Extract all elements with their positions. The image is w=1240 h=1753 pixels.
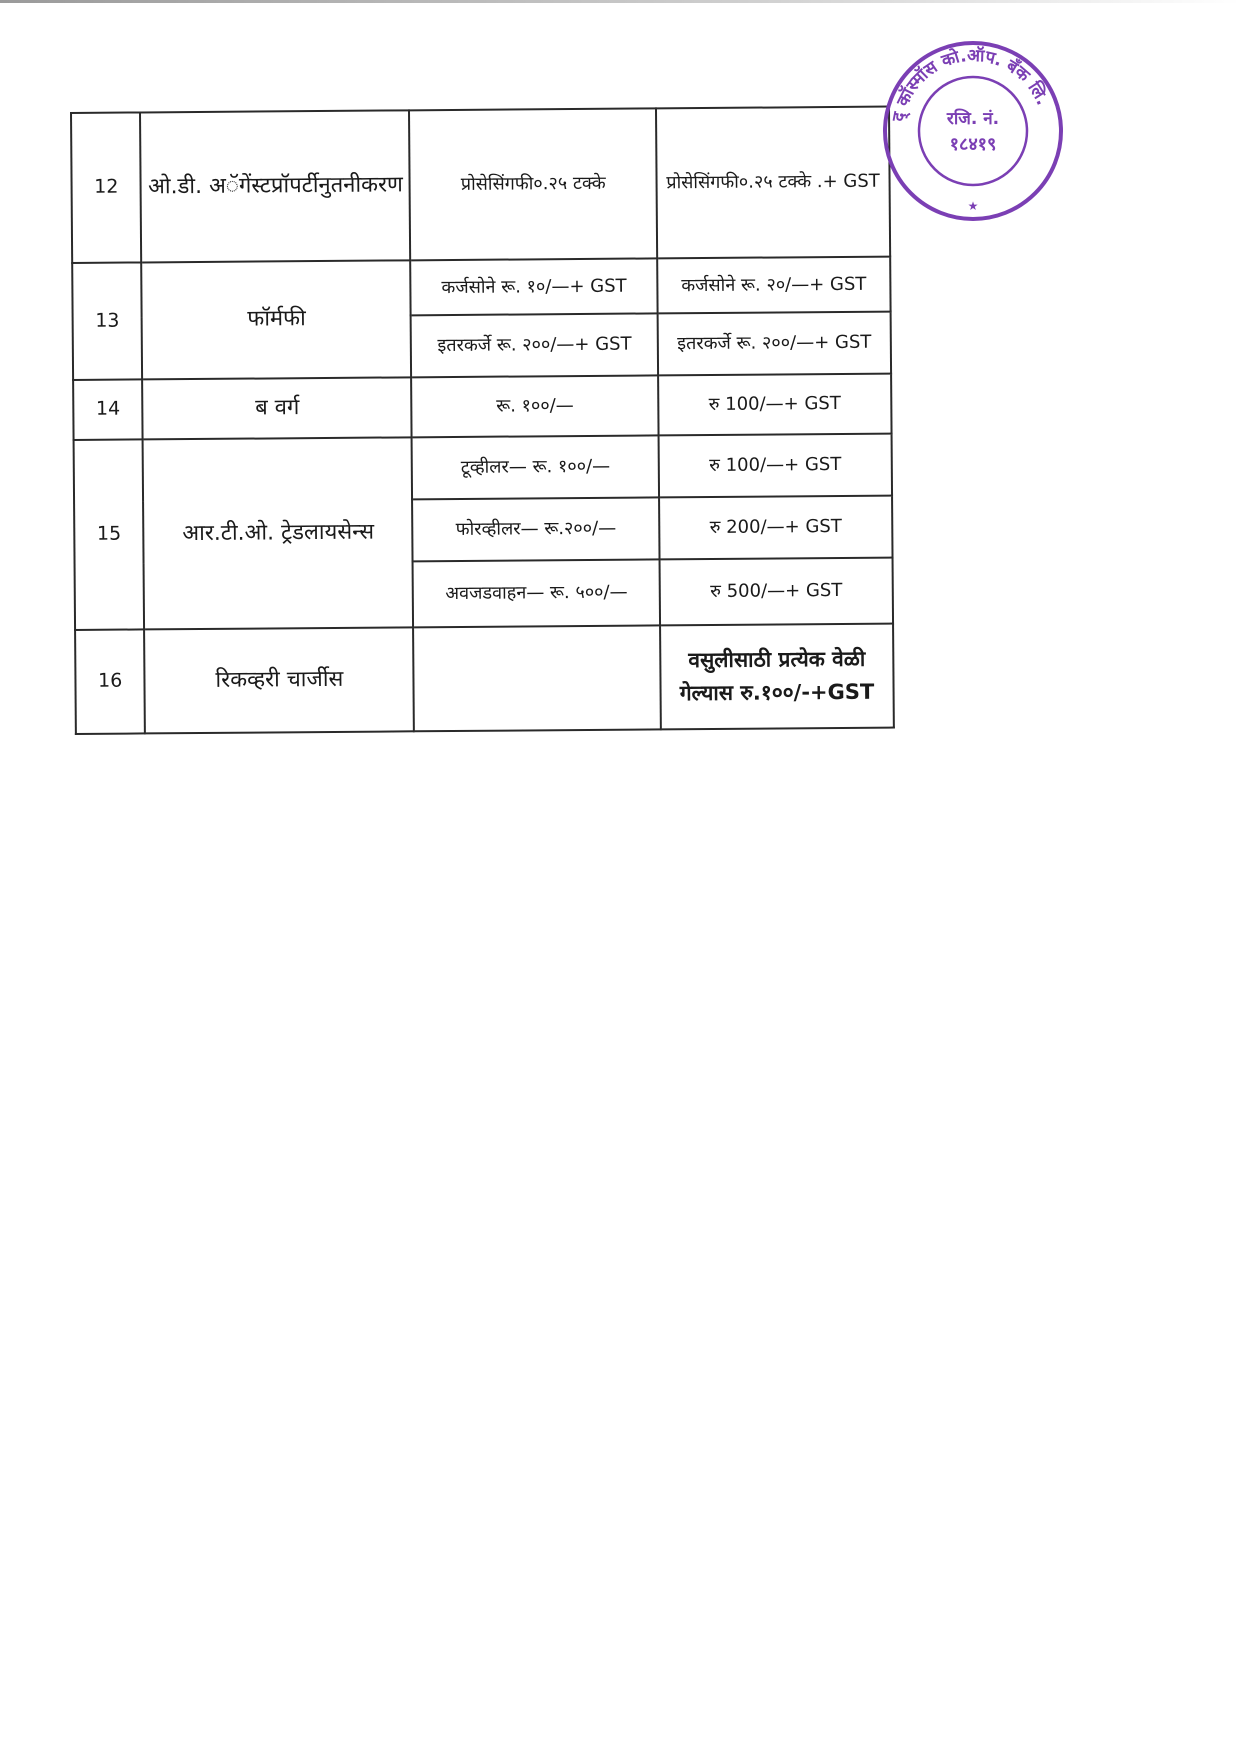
new-rate: रु 500/—+ GST bbox=[659, 558, 893, 626]
table-row bbox=[74, 434, 892, 502]
old-rate: टूव्हीलर— रू. १००/— bbox=[412, 435, 659, 499]
bank-seal-stamp bbox=[880, 38, 1066, 224]
charge-name: आर.टी.ओ. ट्रेडलायसेन्स bbox=[143, 437, 413, 629]
seal-graphic bbox=[880, 38, 1066, 224]
old-rate bbox=[413, 625, 660, 731]
charge-name: ओ.डी. अॅगेंस्टप्रॉपर्टीनुतनीकरण bbox=[140, 110, 410, 262]
seal-outer-ring bbox=[885, 43, 1061, 219]
old-rate: इतरकर्जे रू. २००/—+ GST bbox=[411, 313, 658, 377]
row-number: 16 bbox=[75, 629, 145, 734]
table-row bbox=[72, 257, 890, 318]
new-rate: रु 100/—+ GST bbox=[658, 434, 892, 498]
new-rate: रु 200/—+ GST bbox=[659, 496, 893, 560]
seal-arc-text: द्‌ कॉस्मॉस को.ऑप. बँक लि. bbox=[888, 45, 1053, 124]
old-rate: प्रोसेसिंगफी०.२५ टक्के bbox=[409, 108, 657, 260]
table-row bbox=[73, 374, 891, 440]
charge-name: ब वर्ग bbox=[143, 377, 412, 439]
old-rate: अवजडवाहन— रू. ५००/— bbox=[413, 559, 660, 627]
seal-reg-number: १८४१९ bbox=[949, 134, 997, 155]
row-number: 15 bbox=[74, 439, 145, 630]
row-number: 12 bbox=[71, 112, 142, 263]
new-rate: कर्जसोने रू. २०/—+ GST bbox=[657, 257, 891, 314]
fee-table bbox=[70, 106, 895, 735]
old-rate: रू. १००/— bbox=[411, 375, 658, 437]
old-rate: कर्जसोने रू. १०/—+ GST bbox=[411, 258, 658, 315]
new-rate: इतरकर्जे रू. २००/—+ GST bbox=[658, 312, 892, 376]
table-row bbox=[71, 107, 890, 263]
seal-reg-label: रजि. नं. bbox=[946, 109, 1000, 129]
charge-name: रिकव्हरी चार्जीस bbox=[145, 627, 415, 733]
seal-inner-ring bbox=[919, 77, 1027, 185]
old-rate: फोरव्हीलर— रू.२००/— bbox=[412, 497, 659, 561]
new-rate: वसुलीसाठी प्रत्येक वेळी गेल्यास रु.१००/-+GST bbox=[660, 624, 894, 730]
new-rate: प्रोसेसिंगफी०.२५ टक्के .+ GST bbox=[656, 107, 890, 259]
row-number: 13 bbox=[72, 262, 142, 380]
seal-star-icon: ★ bbox=[967, 199, 979, 213]
new-rate: रु 100/—+ GST bbox=[658, 374, 892, 436]
scan-top-edge bbox=[0, 0, 1240, 3]
charge-name: फॉर्मफी bbox=[142, 260, 412, 379]
table-row bbox=[75, 624, 894, 734]
row-number: 14 bbox=[73, 379, 143, 440]
